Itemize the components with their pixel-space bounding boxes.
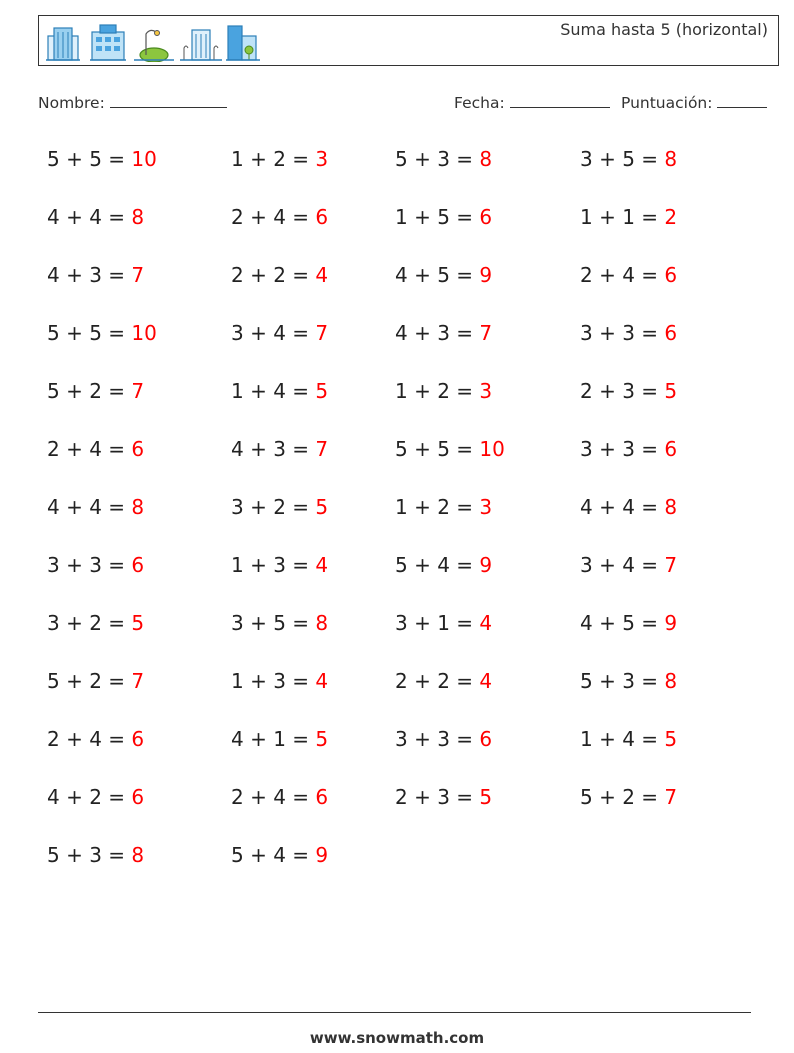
- problem-expression: 2 + 2 =: [231, 263, 316, 287]
- problem-expression: 1 + 4 =: [580, 727, 665, 751]
- problem-expression: 1 + 4 =: [231, 379, 316, 403]
- problem-item: [47, 727, 144, 751]
- problem-item: [47, 553, 144, 577]
- problem-answer: 7: [131, 669, 145, 693]
- problem-item: [47, 785, 144, 809]
- problem-expression: 5 + 3 =: [580, 669, 665, 693]
- problem-expression: 4 + 3 =: [47, 263, 132, 287]
- problem-expression: 4 + 1 =: [231, 727, 316, 751]
- problem-answer: 7: [131, 263, 145, 287]
- problem-expression: 1 + 3 =: [231, 553, 316, 577]
- problem-item: [580, 437, 677, 461]
- problem-answer: 2: [664, 205, 678, 229]
- name-field: [38, 93, 227, 112]
- problem-item: [580, 379, 677, 403]
- problem-expression: 4 + 4 =: [47, 495, 132, 519]
- problem-answer: 6: [479, 205, 493, 229]
- problem-expression: 2 + 4 =: [47, 437, 132, 461]
- problem-item: [395, 263, 492, 287]
- problem-answer: 6: [131, 553, 145, 577]
- problem-answer: 4: [479, 669, 493, 693]
- problem-expression: 4 + 5 =: [580, 611, 665, 635]
- problem-item: [231, 321, 328, 345]
- problem-expression: 5 + 3 =: [47, 843, 132, 867]
- problem-expression: 2 + 3 =: [580, 379, 665, 403]
- problem-item: [395, 379, 492, 403]
- problem-expression: 3 + 5 =: [580, 147, 665, 171]
- problem-answer: 5: [315, 495, 329, 519]
- problem-expression: 5 + 4 =: [395, 553, 480, 577]
- problem-item: [47, 843, 144, 867]
- problem-expression: 2 + 4 =: [47, 727, 132, 751]
- problem-answer: 8: [664, 495, 678, 519]
- problem-expression: 4 + 2 =: [47, 785, 132, 809]
- problem-item: [231, 379, 328, 403]
- problem-item: [231, 495, 328, 519]
- problem-item: [395, 495, 492, 519]
- problem-item: [580, 727, 677, 751]
- problem-item: [47, 669, 144, 693]
- problem-expression: 1 + 2 =: [395, 379, 480, 403]
- problem-answer: 5: [131, 611, 145, 635]
- problem-item: [580, 785, 677, 809]
- problem-expression: 5 + 4 =: [231, 843, 316, 867]
- problem-answer: 8: [131, 205, 145, 229]
- problem-answer: 6: [664, 437, 678, 461]
- header-box: [38, 15, 779, 66]
- problem-expression: 5 + 5 =: [47, 147, 132, 171]
- problem-expression: 3 + 1 =: [395, 611, 480, 635]
- problem-answer: 4: [315, 669, 329, 693]
- problem-expression: 4 + 3 =: [395, 321, 480, 345]
- problem-answer: 9: [479, 263, 493, 287]
- problem-expression: 1 + 2 =: [395, 495, 480, 519]
- score-field: [621, 93, 767, 112]
- problem-item: [47, 495, 144, 519]
- problem-item: [395, 553, 492, 577]
- problem-item: [580, 553, 677, 577]
- problem-expression: 1 + 3 =: [231, 669, 316, 693]
- problem-expression: 2 + 4 =: [231, 205, 316, 229]
- problem-expression: 4 + 4 =: [580, 495, 665, 519]
- problem-answer: 4: [479, 611, 493, 635]
- problem-answer: 6: [315, 785, 329, 809]
- problem-item: [395, 611, 492, 635]
- problem-item: [231, 785, 328, 809]
- problem-answer: 7: [479, 321, 493, 345]
- problem-item: [47, 321, 157, 345]
- problem-item: [231, 611, 328, 635]
- problem-expression: 2 + 3 =: [395, 785, 480, 809]
- problem-expression: 3 + 2 =: [231, 495, 316, 519]
- problem-expression: 2 + 4 =: [231, 785, 316, 809]
- problem-item: [580, 611, 677, 635]
- problem-answer: 8: [664, 147, 678, 171]
- name-line: [110, 93, 227, 108]
- problem-answer: 3: [479, 379, 493, 403]
- problem-expression: 5 + 5 =: [47, 321, 132, 345]
- problem-item: [47, 379, 144, 403]
- problem-answer: 7: [131, 379, 145, 403]
- problem-item: [47, 205, 144, 229]
- problem-answer: 6: [131, 785, 145, 809]
- problem-expression: 1 + 1 =: [580, 205, 665, 229]
- problem-item: [580, 263, 677, 287]
- problem-expression: 3 + 4 =: [231, 321, 316, 345]
- problem-answer: 3: [479, 495, 493, 519]
- score-label: Puntuación:: [621, 94, 713, 112]
- problem-answer: 8: [315, 611, 329, 635]
- worksheet-title: Suma hasta 5 (horizontal): [560, 20, 768, 39]
- problem-item: [580, 495, 677, 519]
- problem-expression: 3 + 2 =: [47, 611, 132, 635]
- problem-answer: 5: [315, 727, 329, 751]
- city-buildings-icon: [46, 22, 266, 62]
- problem-item: [580, 205, 677, 229]
- problem-answer: 10: [131, 321, 157, 345]
- name-label: Nombre:: [38, 94, 105, 112]
- problem-item: [231, 843, 328, 867]
- problem-item: [395, 727, 492, 751]
- problem-expression: 5 + 2 =: [47, 669, 132, 693]
- problem-expression: 5 + 2 =: [47, 379, 132, 403]
- problem-item: [580, 669, 677, 693]
- problem-answer: 6: [664, 263, 678, 287]
- problem-item: [395, 321, 492, 345]
- problem-answer: 3: [315, 147, 329, 171]
- problem-item: [47, 263, 144, 287]
- problem-answer: 10: [479, 437, 505, 461]
- problem-item: [47, 437, 144, 461]
- problem-item: [47, 147, 157, 171]
- date-label: Fecha:: [454, 94, 505, 112]
- problem-expression: 3 + 3 =: [580, 321, 665, 345]
- problem-expression: 4 + 5 =: [395, 263, 480, 287]
- problem-item: [231, 553, 328, 577]
- problem-expression: 3 + 3 =: [47, 553, 132, 577]
- problem-answer: 7: [315, 437, 329, 461]
- problem-expression: 2 + 2 =: [395, 669, 480, 693]
- problem-answer: 8: [479, 147, 493, 171]
- problem-answer: 7: [315, 321, 329, 345]
- date-line: [510, 93, 610, 108]
- problem-expression: 3 + 3 =: [395, 727, 480, 751]
- problem-answer: 6: [131, 727, 145, 751]
- problem-answer: 6: [315, 205, 329, 229]
- problem-answer: 7: [664, 785, 678, 809]
- problem-item: [231, 263, 328, 287]
- problem-item: [395, 147, 492, 171]
- problem-answer: 4: [315, 553, 329, 577]
- problem-answer: 6: [131, 437, 145, 461]
- problem-expression: 3 + 3 =: [580, 437, 665, 461]
- problem-answer: 10: [131, 147, 157, 171]
- problem-expression: 4 + 4 =: [47, 205, 132, 229]
- problem-answer: 8: [131, 843, 145, 867]
- problem-answer: 5: [664, 727, 678, 751]
- problem-answer: 5: [479, 785, 493, 809]
- problem-item: [395, 669, 492, 693]
- footer-divider: [38, 1012, 751, 1013]
- problem-item: [231, 147, 328, 171]
- problem-expression: 3 + 5 =: [231, 611, 316, 635]
- problem-answer: 5: [664, 379, 678, 403]
- problem-answer: 5: [315, 379, 329, 403]
- problem-answer: 6: [664, 321, 678, 345]
- problem-expression: 3 + 4 =: [580, 553, 665, 577]
- score-line: [717, 93, 767, 108]
- problem-answer: 4: [315, 263, 329, 287]
- problem-expression: 5 + 5 =: [395, 437, 480, 461]
- problem-expression: 5 + 2 =: [580, 785, 665, 809]
- problem-item: [47, 611, 144, 635]
- problem-item: [580, 321, 677, 345]
- problem-answer: 8: [131, 495, 145, 519]
- problem-expression: 1 + 2 =: [231, 147, 316, 171]
- date-field: [454, 93, 610, 112]
- problem-answer: 8: [664, 669, 678, 693]
- problem-answer: 9: [315, 843, 329, 867]
- problem-item: [395, 205, 492, 229]
- footer-url: www.snowmath.com: [309, 1029, 485, 1047]
- problem-item: [231, 727, 328, 751]
- problem-answer: 9: [479, 553, 493, 577]
- problem-expression: 1 + 5 =: [395, 205, 480, 229]
- problem-item: [395, 437, 505, 461]
- problem-expression: 5 + 3 =: [395, 147, 480, 171]
- problem-item: [231, 669, 328, 693]
- problem-item: [231, 437, 328, 461]
- problem-item: [580, 147, 677, 171]
- problem-answer: 9: [664, 611, 678, 635]
- problem-answer: 7: [664, 553, 678, 577]
- problem-expression: 2 + 4 =: [580, 263, 665, 287]
- problem-answer: 6: [479, 727, 493, 751]
- problem-item: [395, 785, 492, 809]
- problem-item: [231, 205, 328, 229]
- problem-expression: 4 + 3 =: [231, 437, 316, 461]
